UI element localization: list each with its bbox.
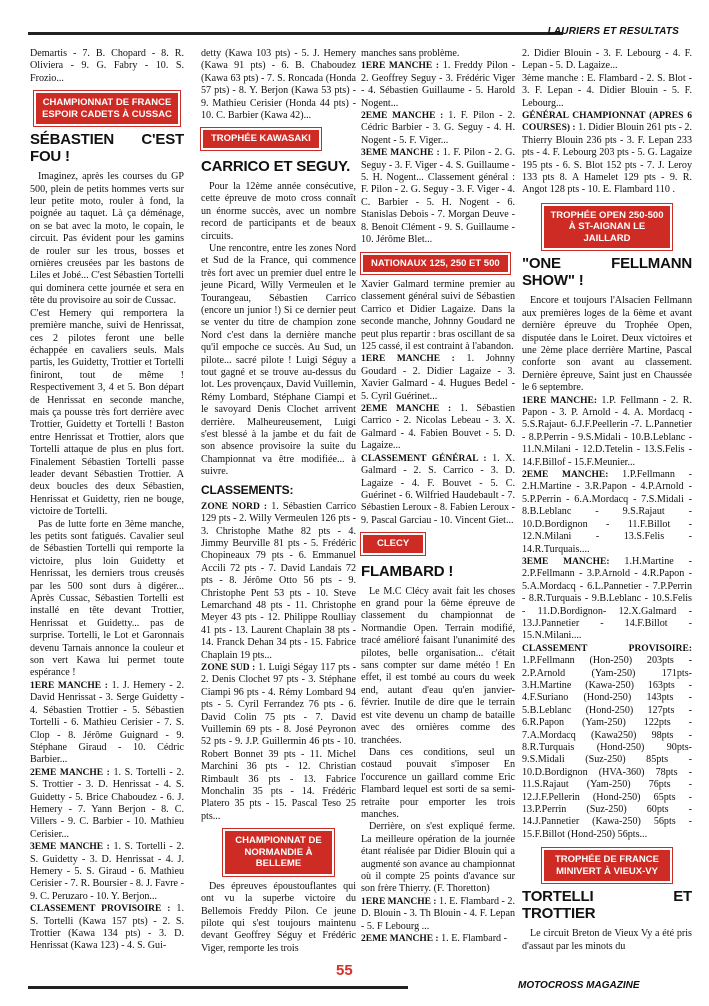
result-line: 3EME MANCHE: 1.H.Martine - 2.P.Fellmann - 3.P.Arnold - 4.R.Papon - 5.A.Mordacq - 6.L.Pannetier - 7.P.Perrin - 8.R.Turquais - 9.B.Leblanc - 10.S.Felis - 11.D.Bordignon- 12.X.Galmard - 13.J.Pannetier - 14.F.Billot - 15.N.Milani.... (522, 555, 692, 642)
page-header (28, 26, 693, 40)
paragraph: Pas de lutte forte en 3ème manche, les petits sont fatigués. Cavalier seul de Sébastien Tortelli qui remporte la victoire, plus loin Guidetty et Henrissat, les derniers trous creusés par les 500 sont durs à digérer... Après Cussac, Sébastien Tortelli est installé en tête devant Trottier, Henrissat et Guidetty... pas de surprise. Tortelli, le Lot et Garonnais devenu Tarnais annonce la couleur et son vert Kawa lui permet toute espérance ! (30, 518, 184, 679)
section-banner-cussac: CHAMPIONNAT DE FRANCE ESPOIR CADETS À CUSSAC (34, 91, 180, 126)
result-line: ZONE NORD : 1. Sébastien Carrico 129 pts - 2. Willy Vermeulen 126 pts - 3. Christophe Mathe 82 pts - 4. Jimmy Beurville 81 pts - 5. Frédéric Chopineaux 79 pts - 6. Emmanuel Accili 72 pts - 7. David Landais 72 pts - 8. Jérôme Otto 56 pts - 9. Christophe Pent 53 pts - 10. Steve Lemarchand 48 pts - 11. Christophe Meyer 43 pts - 12. Philippe Roulliay 41 pts - 13. Laurent Chaplain 38 pts - 14. Franck Dehan 34 pts - 15. Fabrice Chaplain 19 pts... (201, 500, 356, 661)
result-line: 1ERE MANCHE : 1. Johnny Goudard - 2. Didier Lagaize - 3. Xavier Galmard - 4. Hugues Bedel - 5. Cyril Guérinet... (361, 353, 515, 402)
article-title-tortelli: TORTELLI ET TROTTIER (522, 888, 692, 923)
article-title-fellmann: "ONE FELLMANN SHOW" ! (522, 255, 692, 290)
result-line: 2EME MANCHE: 1.P.Fellmann - 2.H.Martine - 3.R.Papon - 4.P.Arnold - 5.P.Perrin - 6.A.Mordacq - 7.S.Midali - 8.B.Leblanc - 9.S.Rajaut - 10.D.Bordignon - 11.F.Billot - 12.N.Milani - 13.S.Felis - 14.R.Turquais.... (522, 469, 692, 555)
result-label: 2EME MANCHE : (30, 767, 110, 778)
section-banner-minivert: TROPHÉE DE FRANCE MINIVERT À VIEUX-VY (542, 848, 672, 883)
result-line: 2EME MANCHE : 1. Sébastien Carrico - 2. Nicolas Lebeau - 3. X. Galmard - 4. Fabien Bouvet - 5. D. Lagaize... (361, 403, 516, 452)
article-title-carrico: CARRICO ET SEGUY. (201, 157, 351, 175)
footer-rule (28, 986, 408, 989)
result-label: CLASSEMENT PROVISOIRE: (522, 643, 692, 654)
section-banner-kawasaki: TROPHÉE KAWASAKI (201, 128, 321, 150)
magazine-name: MOTOCROSS MAGAZINE (518, 980, 640, 991)
header-rule (28, 32, 563, 35)
result-label: ZONE NORD : (201, 501, 268, 512)
result-line: 2EME MANCHE : 1. F. Pilon - 2. Cédric Barbier - 3. G. Seguy - 4. H. Nogent - 5. F. Viger... (361, 110, 515, 146)
result-label: 2EME MANCHE : (361, 934, 439, 944)
results-continued: 3ème manche : E. Flambard - 2. S. Blot - 3. F. Lepan - 4. Didier Blouin - 5. F. Lebourg... (522, 72, 692, 109)
result-label: 3EME MANCHE : (30, 842, 110, 853)
result-line: 1ERE MANCHE : 1. J. Hemery - 2. David Henrissat - 3. Serge Guidetty - 4. Sébastien Trottier - 5. Sébastien Tortelli - 6. Mathieu Cerisier - 7. S. Clop - 8. Jérôme Guignard - 9. Stéphane Giraud - 10. Cédric Barbier... (30, 679, 184, 766)
result-label: 3EME MANCHE: (522, 556, 610, 567)
result-label: CLASSEMENT PROVISOIRE : (30, 904, 171, 915)
paragraph: Xavier Galmard termine premier au classement général suivi de Sébastien Carrico et Didier Lagaize. Dans la seconde manche, Johnny Goudard ne peut plus repartir : bras oscillant de sa 125 cassé, il est contraint à l'abandon. (361, 279, 515, 353)
result-line: 1ERE MANCHE : 1. Freddy Pilon - 2. Geoffrey Seguy - 3. Frédéric Viger - 4. Sébastien Guillaume - 5. Harold Nogent... (361, 60, 515, 109)
results-continued: 2. Didier Blouin - 3. F. Lebourg - 4. F. Lepan - 5. D. Lagaize... (522, 48, 692, 72)
result-label: CLASSEMENT GÉNÉRAL : (361, 453, 487, 464)
result-line: 2EME MANCHE : 1. S. Tortelli - 2. S. Trottier - 3. D. Henrissat - 4. S. Guidetty - 5. Brice Chaboudez - 6. J. Hemery - 7. Yann Berjon - 8. C. Villers - 9. C. Barbier - 10. Mathieu Cerisier... (30, 766, 184, 840)
paragraph: Le M.C Clécy avait fait les choses en grand pour la 6ème épreuve de classement du championnat de Normandie Open. Terrain modifié, tracé amélioré faisant l'unanimité des pilotes, belle organisation... c'était sans compter sur dame météo ! En effet, il est tombé au cours du week end, autant d'eau qu'en janvier-février. Inutile de dire que le terrain est vite devenu un champ de bataille avec des ornières comme des tranchées. (361, 585, 515, 746)
section-title: LAURIERS ET RESULTATS (547, 26, 679, 37)
result-label: 2EME MANCHE : (361, 404, 452, 415)
paragraph: Dans ces conditions, seul un costaud pouvait s'imposer En l'occurence un gaillard comme Eric Flambard lequel est sorti de sa semi-retraite pour emporter les trois manches. (361, 746, 515, 820)
result-label: 1ERE MANCHE : (361, 61, 439, 72)
result-line: 3EME MANCHE : 1. F. Pilon - 2. G. Seguy - 3. F. Viger - 4. S. Guillaume - 5. H. Nogent... Classement général : F. Pilon - 2. G. Seguy - 3. F. Viger - 4. C. Barbier - 5. H. Nogent - 6. Stanislas Debois - 7. Morgan Deuve - 8. Benoit Clément - 9. S. Guillaume - 10. Jérôme Blet... (361, 147, 515, 246)
article-title-flambard: FLAMBARD ! (361, 562, 454, 580)
section-banner-clecy: CLECY (361, 533, 425, 555)
page-number: 55 (336, 962, 353, 979)
column-3 (361, 48, 515, 945)
paragraph: Pour la 12ème année consécutive, cette épreuve de moto cross connaît un énorme succès, avec un nombre record de participants et de beaux circuits. (201, 180, 356, 242)
column-1 (30, 48, 184, 953)
result-label: 3EME MANCHE : (361, 148, 440, 159)
result-label: 1ERE MANCHE : (361, 354, 455, 365)
paragraph: Le circuit Breton de Vieux Vy a été pris d'assaut par les minots du (522, 928, 692, 952)
result-line: 1ERE MANCHE: 1.P. Fellmann - 2. R. Papon - 3. P. Arnold - 4. A. Mordacq - 5.S.Rajaut- 6.J.F.Peellerin -7. L.Pannetier - 8.P.Perrin - 9.S.Midali - 10.B.Leblanc - 11.N.Milani - 12.D.Tetelin - 13.S.Felis - 14.F.Billof - 15.F.Meunier... (522, 394, 692, 468)
paragraph: Des épreuves époustouflantes qui ont vu la superbe victoire du Bellemois Freddy Pilon. Ce jeune pilote qui s'est toujours maintenu devant Geoffrey Séguy et Frédéric Viger, remporte les trois (201, 880, 356, 954)
result-label: GÉNÉRAL CHAMPIONNAT (APRES 6 COURSES) : (522, 111, 692, 134)
result-line: 2EME MANCHE : 1. E. Flambard - (361, 933, 507, 944)
result-line: ZONE SUD : 1. Luigi Ségay 117 pts - 2. Denis Clochet 97 pts - 3. Stéphane Ciampi 96 pts - 4. Rémy Lombard 94 pts - 5. Cyril Ferrandez 76 pts - 6. David Colin 75 pts - 7. David Vuillemin 69 pts - 8. José Peyronon 52 pts - 9. J.P. Guillermin 46 pts - 10. Robert Bonnet 39 pts - 11. Michel Marchini 36 pts - 12. Christian Rimbault 36 pts - 13. Fabrice Monchalin 35 pts - 14. Frédéric Platero 35 pts - 15. Pascal Teso 25 pts... (201, 661, 356, 822)
result-label: 2EME MANCHE: (522, 470, 609, 481)
results-continued: Demartis - 7. B. Chopard - 8. R. Oliviera - 9. G. Fabry - 10. S. Frozio... (30, 48, 184, 84)
result-label: 1ERE MANCHE: (522, 395, 597, 406)
result-line: 1ERE MANCHE : 1. E. Flambard - 2. D. Blouin - 3. Th Blouin - 4. F. Lepan - 5. F Lebourg ... (361, 895, 515, 932)
section-banner-normandie: CHAMPIONNAT DE NORMANDIE À BELLEME (223, 829, 334, 876)
result-line: CLASSEMENT PROVISOIRE: 1.P.Fellmann (Hon-250) 203pts - 2.P.Arnold (Yam-250) 171pts- 3.H.Martine (Kawa-250) 163pts - 4.F.Suriano (Hond-250) 143pts - 5.B.Leblanc (Hond-250) 127pts - 6.R.Papon (Yam-250) 122pts - 7.A.Mordacq (Kawa250) 98pts - 8.R.Turquais (Hond-250) 90pts- 9.S.Midali (Suz-250) 85pts - 10.D.Bordignon (HVA-360) 78pts - 11.S.Rajaut (Yam-250) 76pts - 12.J.F.Pellerin (Hond-250) 65pts - 13.P.Perrin (Suz-250) 60pts - 14.J.Pannetier (Kawa-250) 56pts - 15.F.Billot (Hond-250) 56pts... (522, 643, 692, 840)
article-title-sebastien: SÉBASTIEN C'EST FOU ! (30, 131, 184, 166)
column-2 (201, 48, 356, 955)
section-banner-trophee-open: TROPHÉE OPEN 250-500 À ST-AIGNAN LE JAILLARD (542, 204, 672, 251)
result-label: ZONE SUD : (201, 662, 256, 673)
paragraph: Une rencontre, entre les zones Nord et Sud de la France, qui commence très fort avec un premier duel entre le jeune Picard, Willy Vermeulen et le Tourangeau, Sébastien Carrico (encore un junior !) Si ce dernier peut se venter du titre de champion zone Nord c'est dans la dernière manche qu'il empoche ce succès. Au Sud, un pilote... sacré pilote ! Luigi Séguy a tout gagné et se trouve au-dessus du lot. Les provençaux, David Vuillemin, Rémy Lombard, Stéphane Ciampi et le savoyard Denis Clochet arrivent derrière. Malheureusement, Luigi s'est blessé à la jambe et du fait de son absence provisoire la suite du Championnat va être modifiée... à suivre. (201, 242, 356, 478)
result-label: 2EME MANCHE : (361, 111, 444, 122)
result-line: 3EME MANCHE : 1. S. Tortelli - 2. S. Guidetty - 3. D. Henrissat - 4. J. Hemery - 5. S. Giraud - 6. Mathieu Cerisier - 7. R. Boursier - 8. J. Favre - 9. C. Peruzaro - 10. Y. Berjon... (30, 841, 184, 902)
paragraph: Imaginez, après les courses du GP 500, plein de petits hommes verts sur leur petite moto, rouler à fond, la poignée au taquet. Là ça déménage, on se bat avec la moto, le copain, le circuit. Pas évident pour les gamins de rouler sur les trous, bosses et ornières creusées par les bastons de Liles et Jobé... C'est Sébastien Tortelli qui dominera cette journée et sera en tête du provisoire au soir de Cussac. (30, 171, 184, 307)
paragraph: Derrière, on s'est expliqué ferme. La meilleure opération de la journée étant réalisée par Didier Blouin qui a augmenté son avance au championnat où il compte 25 points d'avance sur son frère Thierry. (F. Thoretton) (361, 821, 515, 895)
result-label: 1ERE MANCHE : (361, 896, 437, 907)
column-4 (522, 48, 692, 953)
results-continued: detty (Kawa 103 pts) - 5. J. Hemery (Kawa 91 pts) - 6. B. Chaboudez (Kawa 63 pts) - 7. S. Roncada (Honda 57 pts) - 8. Y. Berjon (Kawa 53 pts) - 9. Mathieu Cerisier (Honda 44 pts) - 10. C. Barbier (Kawa 42)... (201, 48, 356, 122)
section-banner-nationaux: NATIONAUX 125, 250 ET 500 (361, 253, 510, 275)
paragraph: Encore et toujours l'Alsacien Fellmann aux premières loges de la 6ème et avant dernière épreuve du Trophée Open, disputée dans le Loiret. Deux victoires et une 2ème place derrière Martine, Pascal conforte son avant au classement. Dernière épreuve, Saint just en Chaussée le 6 septembre. (522, 295, 692, 394)
result-label: 1ERE MANCHE : (30, 680, 108, 691)
result-line: GÉNÉRAL CHAMPIONNAT (APRES 6 COURSES) : 1. Didier Blouin 261 pts - 2. Thierry Blouin 236 pts - 3. F. Lepan 233 pts - 4. F. Lebourg 203 pts - 5. G. Lagaize 195 pts - 6. S. Blot 152 pts - 7. J. Leroy 133 pts 8. A Hamelet 129 pts - 9. R. Angot 128 pts - 10. E. Flambard 110 . (522, 111, 692, 196)
paragraph: C'est Hemery qui remportera la première manche, suivi de Henrissat, ces 2 pilotes feront une belle échappée en cavaliers seuls. Mals partis, les Guidetty, Trottier et Tortelli finiront, tout de même ! Respectivement 3, 4 et 5. Bon départ de Henrissat en seconde manche, mais ça pousse très fort derrière avec Trottier, Guidetty et Tortelli ! Baston entre Henrissat et Trottier, alors que Tortelli attaque de plus en plus fort. Finalement Sébastien Tortelli passe leader devant Sébastien Trottier. A deux boucles des deux Sébastien, Henrissat et Guidetty, rien ne bouge, victoire de Tortelli. (30, 307, 184, 518)
classements-heading: CLASSEMENTS: (201, 482, 294, 497)
result-line: CLASSEMENT PROVISOIRE : 1. S. Tortelli (Kawa 157 pts) - 2. S. Trottier (Kawa 134 pts) - 3. D. Henrissat (Kawa 123) - 4. S. Gui- (30, 903, 184, 952)
results-continued: manches sans problème. (361, 48, 460, 59)
result-line: CLASSEMENT GÉNÉRAL : 1. X. Galmard - 2. S. Carrico - 3. D. Lagaize - 4. F. Bouvet - 5. C. Guérinet - 6. Wilfried Haudebault - 7. Sébastien Leroux - 8. Fabien Leroux - 9. Pascal Garciau - 10. Vincent Giet... (361, 452, 515, 526)
